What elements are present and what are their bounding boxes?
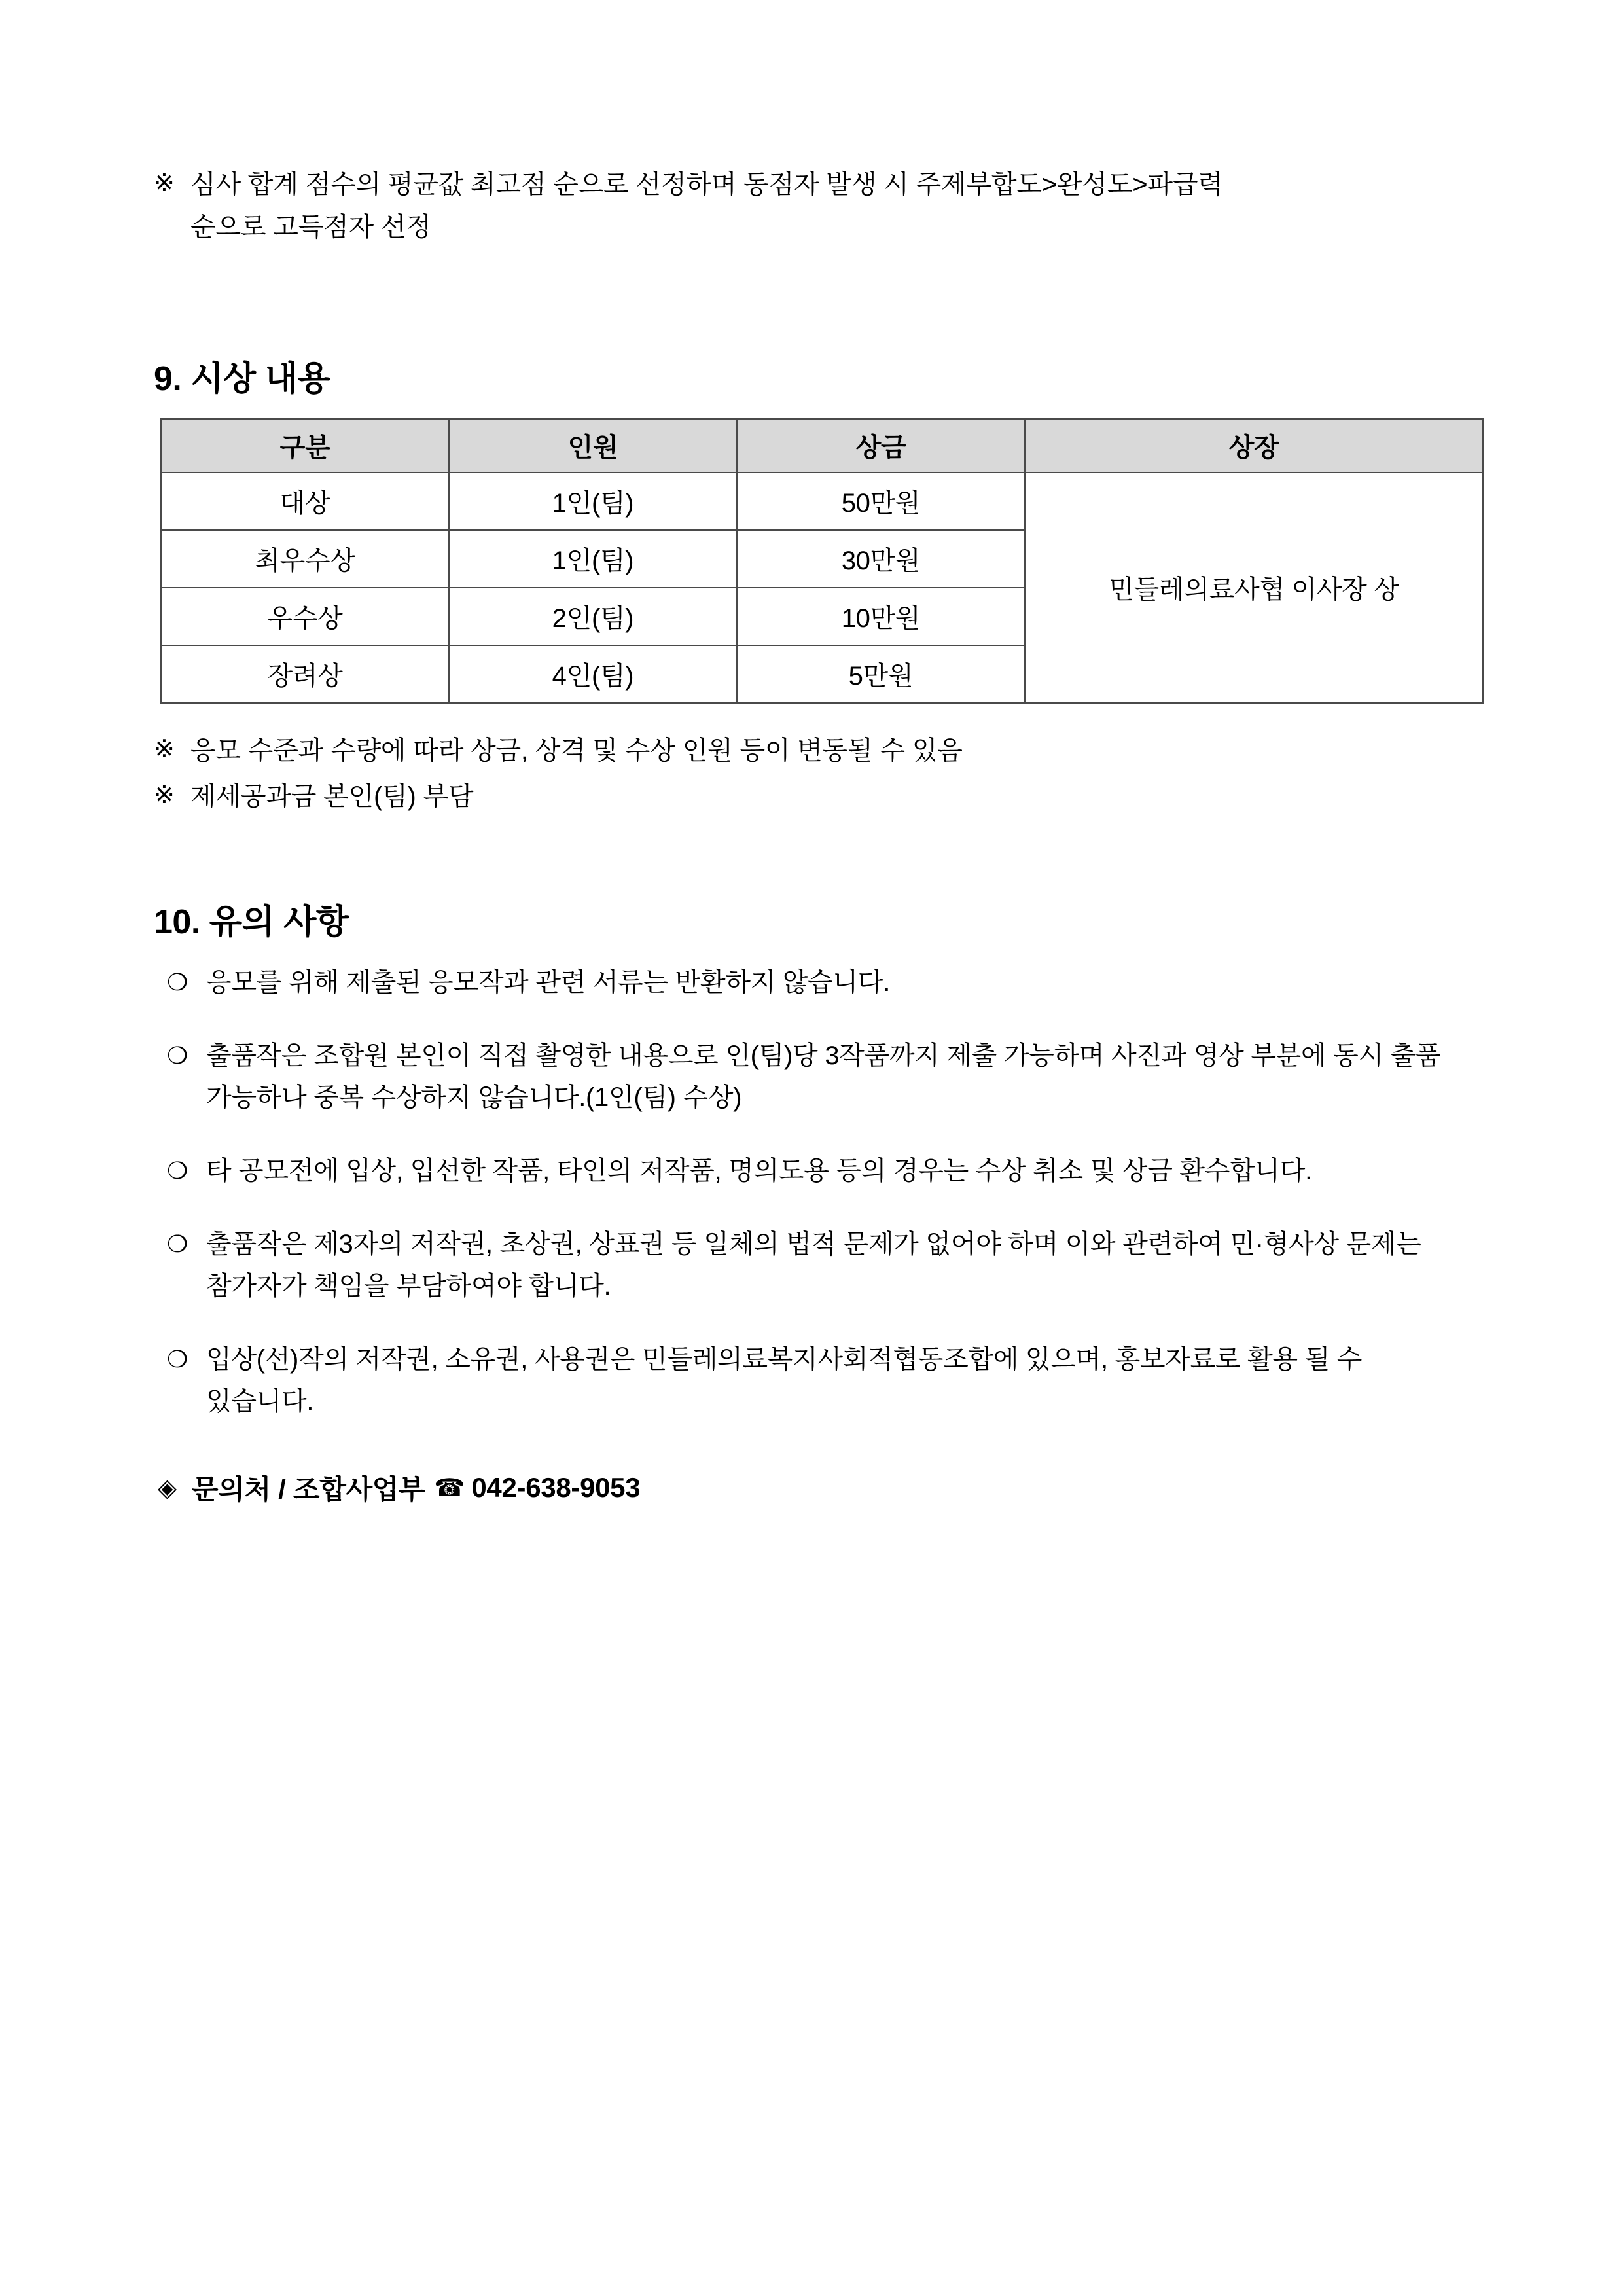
cell-category: 장려상 (161, 645, 449, 703)
circle-bullet-icon: ❍ (167, 1157, 188, 1185)
cell-certificate: 민들레의료사협 이사장 상 (1025, 473, 1483, 703)
table-header-row (161, 419, 1483, 473)
section-9-title: 9. 시상 내용 (154, 359, 330, 398)
list-item-text: 응모를 위해 제출된 응모작과 관련 서류는 반환하지 않습니다. (206, 968, 891, 997)
list-item-text: 출품작은 조합원 본인이 직접 촬영한 내용으로 인(팀)당 3작품까지 제출 가능하며 사진과 영상 부분에 동시 출품 가능하나 중복 수상하지 않습니다.(1인(팀) 수상) (206, 1041, 1441, 1113)
cell-category: 최우수상 (161, 530, 449, 588)
cell-people: 4인(팀) (449, 645, 737, 703)
cell-prize: 30만원 (737, 530, 1025, 588)
list-item (167, 1338, 1472, 1422)
section-10-title: 10. 유의 사항 (154, 903, 349, 942)
list-item (167, 961, 1472, 1003)
circle-bullet-icon: ❍ (167, 1042, 188, 1069)
spacer (154, 704, 1472, 730)
scoring-note-text (190, 164, 1472, 249)
scoring-note-line2: 순으로 고득점자 선정 (190, 212, 431, 242)
award-note-1 (154, 730, 1472, 772)
cell-prize: 50만원 (737, 473, 1025, 530)
list-item-text: 입상(선)작의 저작권, 소유권, 사용권은 민들레의료복지사회적협동조합에 있으며, 홍보자료로 활용 될 수 있습니다. (206, 1345, 1363, 1416)
diamond-bullet-icon: ◈ (158, 1474, 177, 1502)
circle-bullet-icon: ❍ (167, 1230, 188, 1258)
telephone-icon: ☎ (434, 1474, 465, 1502)
table-header-prize: 상금 (737, 419, 1025, 473)
list-item (167, 1035, 1472, 1119)
contact-line (154, 1468, 1472, 1507)
scoring-note (154, 164, 1472, 249)
spacer (154, 822, 1472, 894)
contact-label: 문의처 / 조합사업부 (192, 1474, 425, 1505)
table-header-certificate: 상장 (1025, 419, 1483, 473)
cell-category: 대상 (161, 473, 449, 530)
table-header-category: 구분 (161, 419, 449, 473)
list-item-text: 타 공모전에 입상, 입선한 작품, 타인의 저작품, 명의도용 등의 경우는 수상 취소 및 상금 환수합니다. (206, 1157, 1312, 1186)
cell-people: 1인(팀) (449, 530, 737, 588)
table-row (161, 473, 1483, 530)
cell-prize: 10만원 (737, 588, 1025, 645)
scoring-note-line1: 심사 합계 점수의 평균값 최고점 순으로 선정하며 동점자 발생 시 주제부합도>완성도>파급력 (190, 170, 1223, 199)
list-item (167, 1150, 1472, 1192)
cell-prize: 5만원 (737, 645, 1025, 703)
notice-list (154, 961, 1472, 1422)
list-item-text: 출품작은 제3자의 저작권, 초상권, 상표권 등 일체의 법적 문제가 없어야 하며 이와 관련하여 민·형사상 문제는 참가자가 책임을 부담하여야 합니다. (206, 1230, 1421, 1301)
cell-category: 우수상 (161, 588, 449, 645)
award-note-2-text: 제세공과금 본인(팀) 부담 (190, 782, 474, 812)
award-note-2 (154, 776, 1472, 818)
award-table (160, 418, 1484, 704)
reference-mark-icon: ※ (154, 735, 175, 763)
spacer (154, 253, 1472, 351)
circle-bullet-icon: ❍ (167, 969, 188, 996)
cell-people: 2인(팀) (449, 588, 737, 645)
cell-people: 1인(팀) (449, 473, 737, 530)
reference-mark-icon: ※ (154, 170, 175, 197)
circle-bullet-icon: ❍ (167, 1346, 188, 1373)
award-note-1-text: 응모 수준과 수량에 따라 상금, 상격 및 수상 인원 등이 변동될 수 있음 (190, 736, 963, 765)
list-item (167, 1223, 1472, 1307)
table-header-people: 인원 (449, 419, 737, 473)
contact-phone-number: 042-638-9053 (471, 1472, 641, 1503)
reference-mark-icon: ※ (154, 781, 175, 810)
